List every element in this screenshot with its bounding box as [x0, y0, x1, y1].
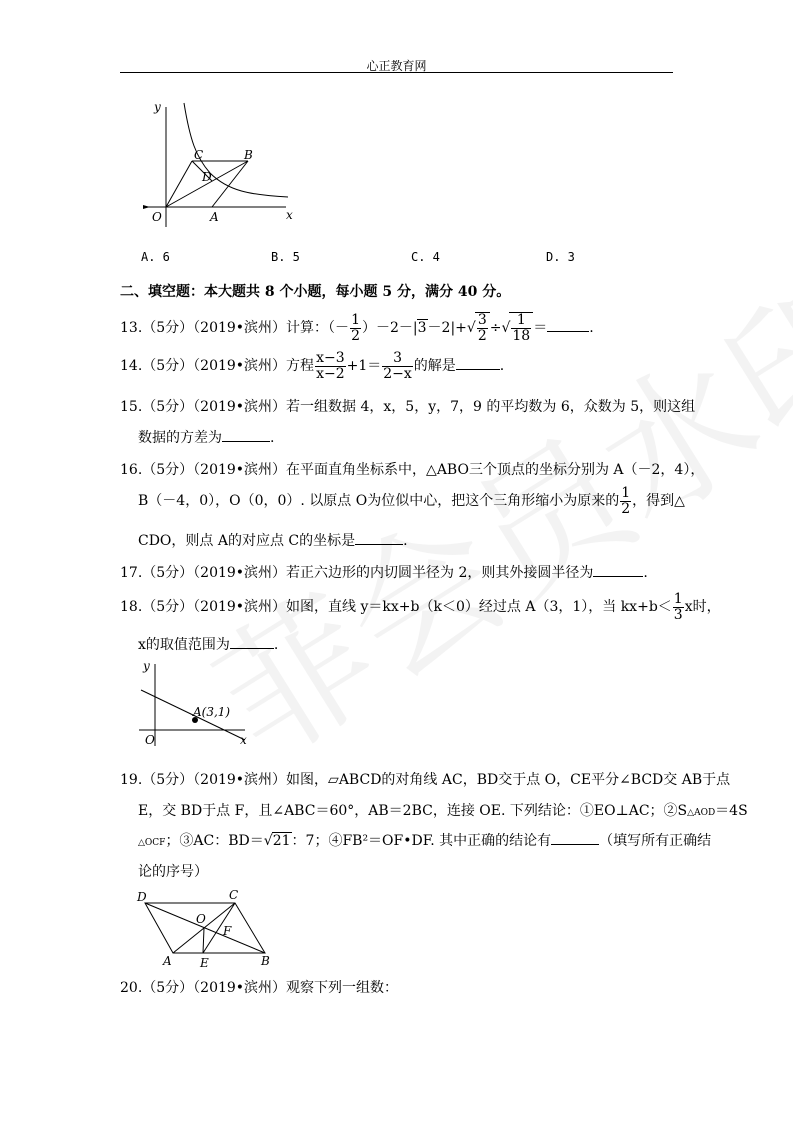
fig3-label-C: C — [229, 888, 239, 902]
question-17: 17.（5分）（2019•滨州）若正六边形的内切圆半径为 2，则其外接圆半径为 . — [120, 565, 648, 581]
header-rule — [120, 72, 673, 73]
question-15-line2: 数据的方差为 . — [138, 430, 275, 446]
question-18-line2: x的取值范围为 . — [138, 637, 279, 653]
choice-b: B. 5 — [271, 250, 300, 264]
figure-line — [135, 658, 255, 750]
choice-c: C. 4 — [411, 250, 440, 264]
fig2-label-A: A(3,1) — [193, 705, 231, 719]
fig3-label-O: O — [196, 912, 206, 926]
figure-parallelogram — [133, 885, 278, 973]
question-16-line3: CDO，则点 A的对应点 C的坐标是 . — [138, 533, 408, 549]
question-13: 13.（5分）（2019•滨州）计算：（－ $\frac{1}{2}$ ）－2－|3－2|+√ $\frac{3}{2}$ ÷√ $\frac{1}{18}$ ＝ . — [120, 312, 594, 344]
fig1-label-D: D — [202, 170, 212, 184]
section-title: 二、填空题：本大题共 8 个小题，每小题 5 分，满分 40 分。 — [120, 284, 511, 300]
question-20: 20.（5分）（2019•滨州）观察下列一组数： — [120, 980, 399, 996]
fig3-label-B: B — [261, 954, 270, 968]
page-header: 心正教育网 — [366, 59, 427, 73]
choice-d: D. 3 — [546, 250, 575, 264]
fig2-label-x: x — [240, 733, 247, 747]
fig3-label-D: D — [137, 890, 147, 904]
question-19-line2: E，交 BD于点 F，且∠ABC＝60°，AB＝2BC，连接 OE. 下列结论：①EO⊥AC；②S△AOD＝4S — [138, 803, 748, 819]
question-19-line1: 19.（5分）（2019•滨州）如图，▱ABCD的对角线 AC，BD交于点 O，CE平分∠BCD交 AB于点 — [120, 772, 731, 788]
question-16-line2: B（－4，0），O（0，0）. 以原点 O为位似中心，把这个三角形缩小为原来的 $\frac{1}{2}$ ，得到△ — [138, 485, 685, 517]
fig1-label-C: C — [194, 148, 204, 162]
fig3-label-A: A — [163, 954, 172, 968]
fig1-label-x: x — [286, 208, 293, 222]
fig2-label-O: O — [145, 733, 155, 747]
fig1-label-B: B — [244, 148, 253, 162]
figure-hyperbola — [140, 95, 300, 235]
choice-a: A. 6 — [141, 250, 170, 264]
fig1-label-A: A — [210, 210, 219, 224]
fig2-label-y: y — [143, 659, 150, 673]
fig1-label-y: y — [154, 100, 161, 114]
question-15-line1: 15.（5分）（2019•滨州）若一组数据 4，x，5，y，7，9 的平均数为 6，众数为 5，则这组 — [120, 399, 696, 415]
fig3-label-E: E — [200, 956, 209, 970]
question-14: 14.（5分）（2019•滨州）方程 $\frac{x-3}{x-2}$ +1＝ $\frac{3}{2-x}$ 的解是 . — [120, 350, 505, 382]
question-19-line3: △OCF；③AC：BD＝√21：7；④FB²＝OF•DF. 其中正确的结论有 （填写所有正确结 — [138, 833, 712, 849]
fig1-label-O: O — [152, 210, 162, 224]
question-19-line4: 论的序号） — [138, 864, 208, 880]
fig3-label-F: F — [223, 924, 232, 938]
question-16-line1: 16.（5分）（2019•滨州）在平面直角坐标系中，△ABO三个顶点的坐标分别为 A（－2，4）， — [120, 462, 705, 478]
question-18-line1: 18.（5分）（2019•滨州）如图，直线 y＝kx+b（k＜0）经过点 A（3，1），当 kx+b＜ $\frac{1}{3}$ x时， — [120, 591, 721, 623]
